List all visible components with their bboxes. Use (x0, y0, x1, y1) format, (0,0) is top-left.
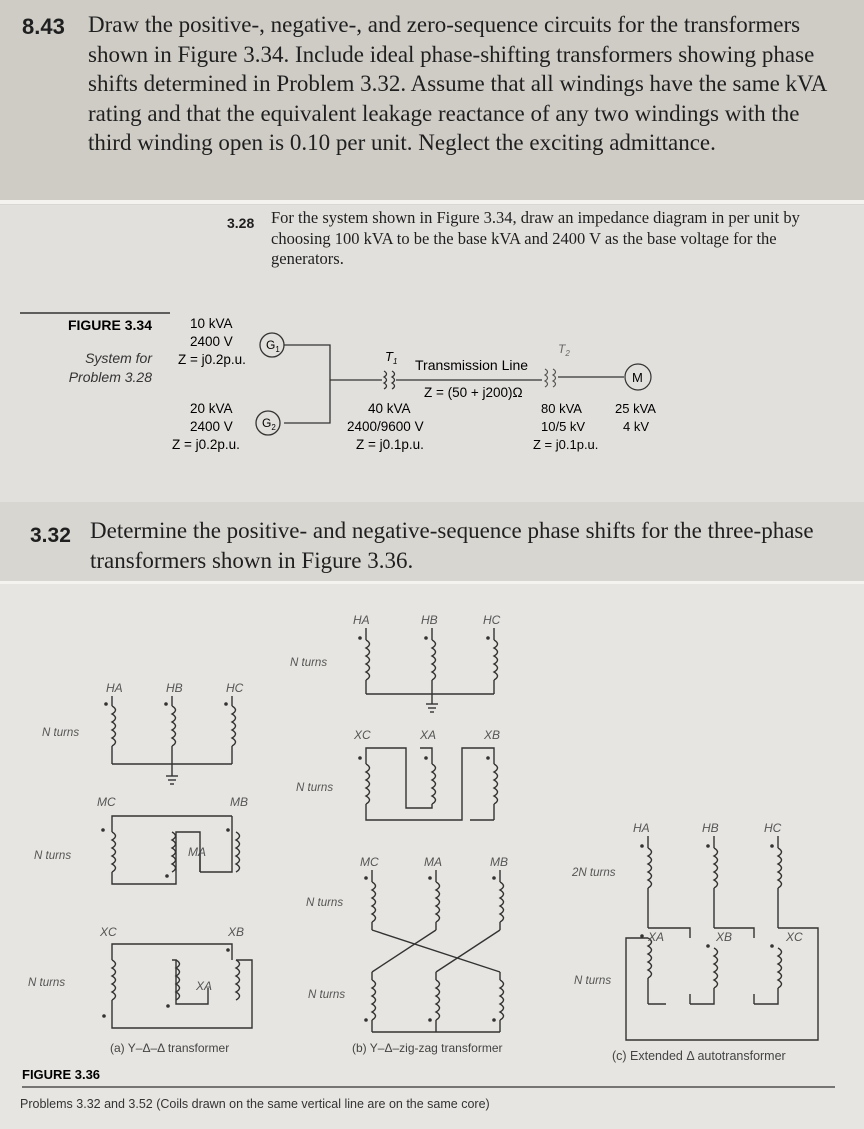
turns-label: N turns (290, 657, 328, 669)
label-xc: XC (100, 925, 117, 939)
coil (648, 938, 652, 978)
problem-text: For the system shown in Figure 3.34, draw an impedance diagram in per unit by choosing 100 kVA to be the base kVA and 2400 V as the base voltage for the generators. (271, 208, 800, 268)
turns-label: N turns (42, 727, 80, 739)
t2-rating: 80 kVA (541, 401, 582, 416)
g1-name: $G_1$ (266, 338, 280, 354)
coil (112, 832, 116, 872)
g1-rating: 10 kVA (190, 316, 233, 331)
motor-voltage: 4 kV (623, 419, 650, 434)
coil (436, 980, 440, 1020)
figure-334-diagram (0, 205, 864, 502)
coil (172, 706, 176, 746)
problem-number: 3.28 (227, 215, 255, 231)
coil (112, 706, 116, 746)
figure-caption: Problem 3.28 (68, 369, 152, 385)
t1-rating: 40 kVA (368, 401, 411, 416)
label-mc: MC (360, 855, 379, 869)
turns-label: N turns (574, 975, 612, 987)
line-impedance: Z = (50 + j200)Ω (424, 385, 523, 400)
coil (372, 882, 376, 922)
t1-secondary-coil (392, 371, 395, 389)
motor-rating: 25 kVA (615, 401, 656, 416)
label-hb: HB (702, 821, 719, 835)
t2-secondary-coil (553, 369, 556, 387)
label-ma: MA (424, 855, 442, 869)
t2-impedance: Z = j0.1p.u. (533, 437, 599, 452)
coil (500, 980, 504, 1020)
bus-wire (284, 345, 330, 423)
g1-impedance: Z = j0.2p.u. (178, 352, 246, 367)
coil (500, 882, 504, 922)
diagram-a (28, 681, 252, 1055)
label-mc: MC (97, 795, 116, 809)
caption-c: (c) Extended Δ autotransformer (612, 1049, 786, 1063)
label-hb: HB (421, 613, 438, 627)
motor-name: M (632, 370, 643, 385)
label-xc: XC (786, 930, 803, 944)
coil (236, 960, 240, 1000)
label-xc: XC (354, 728, 371, 742)
coil (236, 832, 240, 872)
label-xb: XB (484, 728, 501, 742)
problem-843-panel (0, 0, 864, 200)
coil (778, 848, 782, 888)
problem-number: 3.32 (30, 524, 71, 547)
problem-text: Determine the positive- and negative-sequence phase shifts for the three-phase transformers shown in Figure 3.36. (90, 518, 814, 573)
label-mb: MB (490, 855, 508, 869)
coil (432, 640, 436, 680)
coil (232, 706, 236, 746)
label-xa: XA (648, 930, 665, 944)
label-mb: MB (230, 795, 248, 809)
turns-label: N turns (28, 977, 66, 989)
coil (172, 832, 176, 872)
problem-332-panel (0, 502, 864, 582)
label-xa: XA (420, 728, 437, 742)
turns-label: N turns (306, 897, 344, 909)
label-xa: XA (196, 979, 213, 993)
coil (714, 948, 718, 988)
label-hc: HC (226, 681, 244, 695)
figure-caption: System for (85, 350, 152, 366)
diagram-c (571, 821, 818, 1063)
caption-a: (a) Y–Δ–Δ transformer (110, 1041, 230, 1055)
coil (494, 764, 498, 804)
turns-label: N turns (308, 989, 346, 1001)
label-hc: HC (483, 613, 501, 627)
turns-label: N turns (34, 850, 72, 862)
g2-impedance: Z = j0.2p.u. (172, 437, 240, 452)
coil (366, 764, 370, 804)
coil (112, 960, 116, 1000)
figure-336-panel (0, 584, 864, 1129)
turns-label: N turns (296, 782, 334, 794)
label-xb: XB (716, 930, 733, 944)
coil (372, 980, 376, 1020)
problem-text: Draw the positive-, negative-, and zero-sequence circuits for the transformers shown in Figure 3.34. Include ideal phase-shifting transformers showing phase shifts determined in Problem 3.32. Assume that all windings have the same kVA rating and that the equivalent leakage reactance of any two windings with the third winding open is 0.10 per unit. Neglect the exciting admittance. (88, 12, 827, 155)
label-hc: HC (764, 821, 782, 835)
t2-voltage: 10/5 kV (541, 419, 586, 434)
t1-impedance: Z = j0.1p.u. (356, 437, 424, 452)
figure-label: FIGURE 3.34 (67, 317, 152, 333)
coil (714, 848, 718, 888)
figure-label: FIGURE 3.36 (22, 1067, 101, 1082)
label-ha: HA (106, 681, 123, 695)
caption-b: (b) Y–Δ–zig-zag transformer (352, 1041, 503, 1055)
coil (432, 764, 436, 804)
label-hb: HB (166, 681, 183, 695)
coil (366, 640, 370, 680)
coil (648, 848, 652, 888)
t2-name: $T_2$ (558, 342, 570, 358)
figure-336-diagram (0, 584, 864, 1129)
g2-rating: 20 kVA (190, 401, 233, 416)
label-xb: XB (228, 925, 245, 939)
coil (436, 882, 440, 922)
coil (778, 948, 782, 988)
label-ha: HA (633, 821, 650, 835)
coil (494, 640, 498, 680)
t1-name: $T_1$ (385, 349, 398, 366)
problem-number: 8.43 (22, 14, 65, 39)
divider (0, 200, 864, 204)
g2-voltage: 2400 V (190, 419, 233, 434)
label-ha: HA (353, 613, 370, 627)
problem-328-panel (0, 205, 864, 502)
label-ma: MA (188, 845, 206, 859)
turns-label: 2N turns (572, 867, 616, 879)
t1-voltage: 2400/9600 V (347, 419, 424, 434)
figure-caption: Problems 3.32 and 3.52 (Coils drawn on the same vertical line are on the same core) (20, 1097, 490, 1111)
g1-voltage: 2400 V (190, 334, 233, 349)
t2-primary-coil (545, 369, 548, 387)
g2-name: $G_2$ (262, 416, 276, 432)
diagram-b (290, 613, 508, 1055)
t1-primary-coil (384, 371, 387, 389)
line-name: Transmission Line (415, 357, 529, 373)
